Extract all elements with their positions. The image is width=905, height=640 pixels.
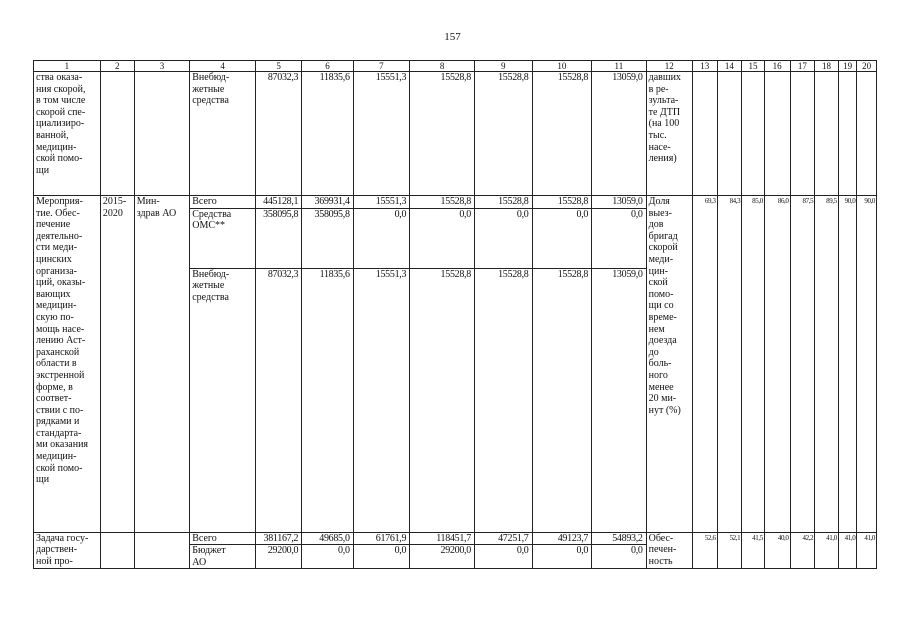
- col-header: 20: [857, 61, 877, 72]
- amount-cell: 0,0: [353, 208, 410, 268]
- funding-source-cell: Внебюд- жетные средства: [190, 72, 256, 196]
- amount-cell: 358095,8: [256, 208, 302, 268]
- amount-cell: 54893,2: [592, 532, 646, 545]
- indicator-cell: 89,5: [815, 196, 839, 533]
- table-row: [34, 72, 877, 196]
- col-header: 18: [815, 61, 839, 72]
- period-cell: [100, 72, 134, 196]
- amount-cell: 61761,9: [353, 532, 410, 545]
- amount-cell: 15528,8: [532, 196, 592, 209]
- funding-source-cell: Внебюд- жетные средства: [190, 268, 256, 532]
- amount-cell: 0,0: [592, 545, 646, 569]
- amount-cell: 87032,3: [256, 72, 302, 196]
- funding-source-cell: Всего: [190, 196, 256, 209]
- funding-source-cell: Бюджет АО: [190, 545, 256, 569]
- col-header: 3: [134, 61, 190, 72]
- period-cell: 2015- 2020: [100, 196, 134, 533]
- indicator-cell: 52,1: [717, 532, 742, 569]
- amount-cell: 0,0: [353, 545, 410, 569]
- indicator-cell: [857, 72, 877, 196]
- amount-cell: 358095,8: [302, 208, 353, 268]
- col-header: 5: [256, 61, 302, 72]
- indicator-cell: [717, 72, 742, 196]
- col-header: 14: [717, 61, 742, 72]
- activity-name-cell: Мероприя- тие. Обес- печение деятельно- сти меди- цинских организа- ций, оказы- вающих медицин- скую по- мощь насе- лению Аст- раханской области в экстренной форме, в соответ- ствии с по- рядками и стандарта- ми оказания медицин- ской помо- щи: [34, 196, 101, 533]
- col-header: 2: [100, 61, 134, 72]
- indicator-name-cell: Доля выез- дов бригад скорой меди- цин- ской помо- щи со време- нем доезда до боль- ного менее 20 ми- нут (%): [646, 196, 692, 533]
- amount-cell: 0,0: [474, 545, 532, 569]
- col-header: 12: [646, 61, 692, 72]
- amount-cell: 47251,7: [474, 532, 532, 545]
- funding-source-cell: Средства ОМС**: [190, 208, 256, 268]
- amount-cell: 15528,8: [410, 72, 475, 196]
- amount-cell: 49123,7: [532, 532, 592, 545]
- indicator-cell: 52,6: [692, 532, 717, 569]
- amount-cell: 15528,8: [474, 196, 532, 209]
- indicator-name-cell: Обес- печен- ность: [646, 532, 692, 569]
- col-header: 11: [592, 61, 646, 72]
- indicator-cell: 86,0: [764, 196, 790, 533]
- period-cell: [100, 532, 134, 569]
- program-table: [33, 60, 877, 569]
- indicator-cell: 40,0: [764, 532, 790, 569]
- amount-cell: 15528,8: [474, 268, 532, 532]
- page-number: 157: [444, 31, 461, 43]
- indicator-cell: 69,3: [692, 196, 717, 533]
- indicator-cell: 87,5: [790, 196, 815, 533]
- executor-cell: [134, 72, 190, 196]
- amount-cell: 0,0: [532, 208, 592, 268]
- activity-name-cell: ства оказа- ния скорой, в том числе скорой спе- циализиро- ванной, медицин- ской помо- щи: [34, 72, 101, 196]
- amount-cell: 15551,3: [353, 268, 410, 532]
- task-name-cell: Задача госу- дарствен- ной про-: [34, 532, 101, 569]
- amount-cell: 49685,0: [302, 532, 353, 545]
- col-header: 4: [190, 61, 256, 72]
- indicator-cell: [790, 72, 815, 196]
- indicator-cell: 84,3: [717, 196, 742, 533]
- amount-cell: 15528,8: [474, 72, 532, 196]
- amount-cell: 15551,3: [353, 196, 410, 209]
- amount-cell: 15528,8: [410, 268, 475, 532]
- col-header: 16: [764, 61, 790, 72]
- amount-cell: 13059,0: [592, 72, 646, 196]
- indicator-cell: [692, 72, 717, 196]
- amount-cell: 13059,0: [592, 196, 646, 209]
- amount-cell: 29200,0: [410, 545, 475, 569]
- col-header: 8: [410, 61, 475, 72]
- indicator-name-cell: давших в ре- зульта- те ДТП (на 100 тыс. насе- ления): [646, 72, 692, 196]
- indicator-cell: 90,0: [838, 196, 857, 533]
- amount-cell: 15528,8: [410, 196, 475, 209]
- indicator-cell: 41,0: [838, 532, 857, 569]
- amount-cell: 445128,1: [256, 196, 302, 209]
- amount-cell: 15528,8: [532, 268, 592, 532]
- col-header: 19: [838, 61, 857, 72]
- amount-cell: 15551,3: [353, 72, 410, 196]
- indicator-cell: 41,0: [857, 532, 877, 569]
- amount-cell: 381167,2: [256, 532, 302, 545]
- amount-cell: 0,0: [474, 208, 532, 268]
- amount-cell: 11835,6: [302, 268, 353, 532]
- amount-cell: 11835,6: [302, 72, 353, 196]
- amount-cell: 0,0: [592, 208, 646, 268]
- indicator-cell: 90,0: [857, 196, 877, 533]
- amount-cell: 0,0: [532, 545, 592, 569]
- amount-cell: 13059,0: [592, 268, 646, 532]
- executor-cell: Мин- здрав АО: [134, 196, 190, 533]
- amount-cell: 118451,7: [410, 532, 475, 545]
- col-header: 1: [34, 61, 101, 72]
- col-header: 7: [353, 61, 410, 72]
- indicator-cell: [742, 72, 765, 196]
- amount-cell: 0,0: [410, 208, 475, 268]
- col-header: 15: [742, 61, 765, 72]
- funding-source-cell: Всего: [190, 532, 256, 545]
- indicator-cell: 85,0: [742, 196, 765, 533]
- amount-cell: 369931,4: [302, 196, 353, 209]
- amount-cell: 29200,0: [256, 545, 302, 569]
- indicator-cell: [838, 72, 857, 196]
- col-header: 9: [474, 61, 532, 72]
- amount-cell: 0,0: [302, 545, 353, 569]
- table-row: [34, 532, 877, 545]
- table-row: [34, 196, 877, 209]
- indicator-cell: [815, 72, 839, 196]
- col-header: 13: [692, 61, 717, 72]
- col-header: 6: [302, 61, 353, 72]
- amount-cell: 87032,3: [256, 268, 302, 532]
- amount-cell: 15528,8: [532, 72, 592, 196]
- col-header: 17: [790, 61, 815, 72]
- indicator-cell: 41,5: [742, 532, 765, 569]
- indicator-cell: [764, 72, 790, 196]
- executor-cell: [134, 532, 190, 569]
- indicator-cell: 42,2: [790, 532, 815, 569]
- indicator-cell: 41,0: [815, 532, 839, 569]
- column-number-row: [34, 61, 877, 72]
- col-header: 10: [532, 61, 592, 72]
